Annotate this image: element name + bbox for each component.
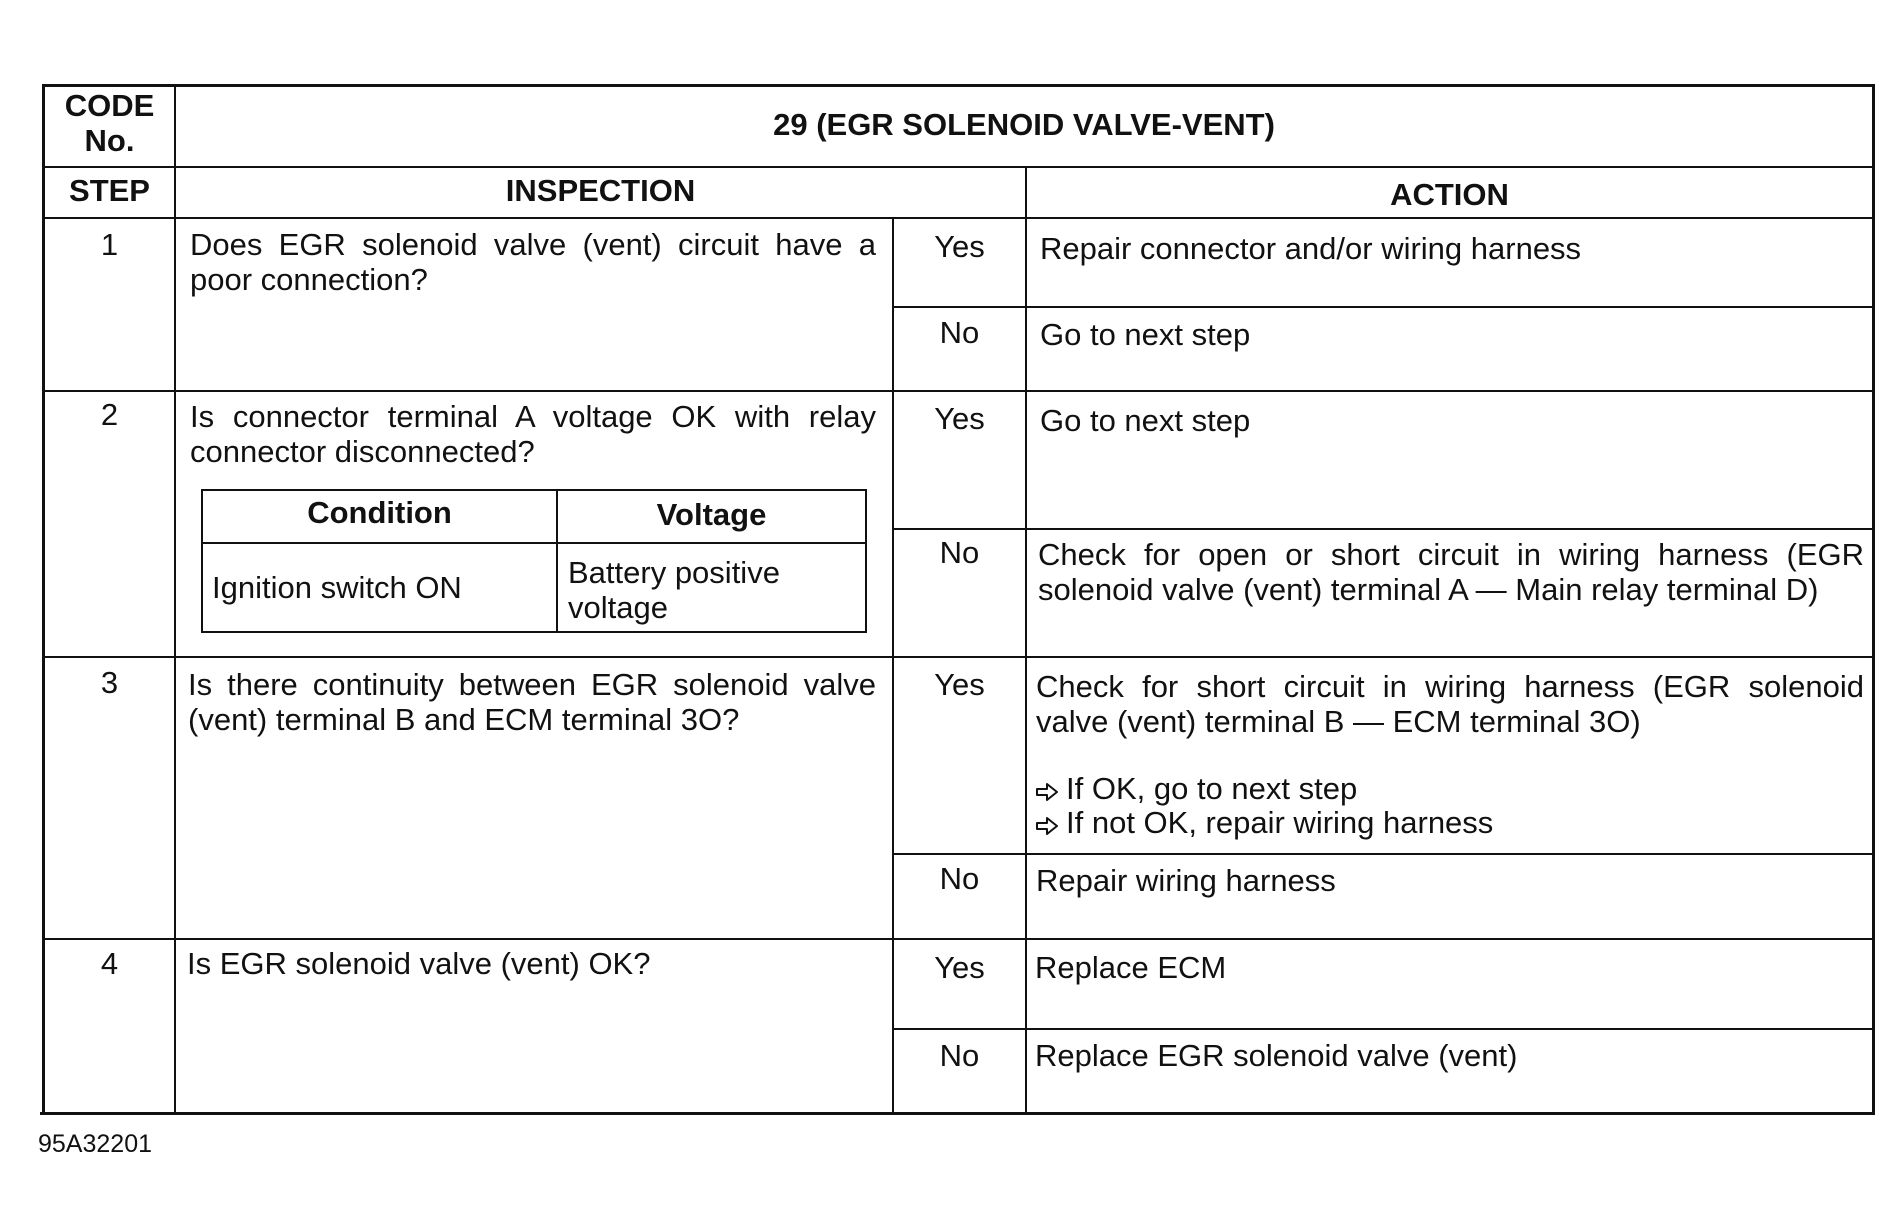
yes-no-divider-step-3 [892, 853, 1875, 855]
no-action-text: Check for open or short circuit in wiring harness (EGR solenoid valve (vent) terminal A — Main relay terminal D) [1038, 537, 1864, 607]
subtable-header-voltage: Voltage [656, 497, 767, 532]
arrow-right-outline-icon [1036, 805, 1066, 840]
yes-action-text: Repair connector and/or wiring harness [1040, 231, 1582, 266]
yes-action-text: Check for short circuit in wiring harness (EGR solenoid valve (vent) terminal B — ECM terminal 3O) [1036, 669, 1864, 739]
subtable-voltage-line1: Battery positive [568, 555, 780, 590]
yes-action-bullet [1036, 805, 1864, 840]
table-border-bottom [40, 1112, 1875, 1115]
column-header-divider [42, 217, 1875, 219]
action-column-header: ACTION [1390, 177, 1509, 212]
inspection-action-divider [1025, 166, 1027, 1115]
step-number: 2 [100, 397, 119, 432]
inspection-column-header: INSPECTION [505, 173, 696, 208]
inspection-text: Is there continuity between EGR solenoid valve (vent) terminal B and ECM terminal 3O? [188, 667, 876, 737]
subtable-voltage-value [568, 555, 863, 625]
code-label-line2: No. [84, 123, 135, 158]
subtable-border-top [201, 489, 867, 491]
yes-label: Yes [934, 667, 985, 702]
subtable-border-bottom [201, 631, 867, 633]
yes-action-text: Go to next step [1040, 403, 1251, 438]
step-column-divider [174, 84, 176, 1115]
no-action-text: Replace EGR solenoid valve (vent) [1035, 1038, 1518, 1073]
yes-no-divider-step-1 [892, 306, 1875, 308]
no-action-text: Go to next step [1040, 317, 1251, 352]
code-label-line1: CODE [64, 88, 155, 123]
subtable-voltage-line2: voltage [568, 590, 668, 625]
subtable-border-right [865, 489, 867, 633]
inspection-text: Is EGR solenoid valve (vent) OK? [187, 946, 651, 981]
header-divider [42, 166, 1875, 168]
table-border-right [1872, 84, 1875, 1115]
subtable-header-divider [201, 542, 867, 544]
inspection-text: Does EGR solenoid valve (vent) circuit have a poor connection? [190, 227, 876, 297]
yes-action-bullet [1036, 771, 1864, 806]
step-number: 3 [100, 665, 119, 700]
code-title: 29 (EGR SOLENOID VALVE-VENT) [773, 107, 1275, 142]
no-label: No [939, 535, 980, 570]
yes-label: Yes [934, 950, 985, 985]
yes-label: Yes [934, 229, 985, 264]
arrow-right-outline-icon [1036, 771, 1066, 806]
step-number: 1 [100, 227, 119, 262]
no-label: No [939, 1038, 980, 1073]
yes-action-bullet-text: If not OK, repair wiring harness [1066, 805, 1494, 840]
table-border-top [45, 84, 1875, 87]
row-divider-step-4 [42, 938, 1875, 940]
step-column-header: STEP [69, 173, 150, 208]
row-divider-step-3 [42, 656, 1875, 658]
yes-action-bullet-text: If OK, go to next step [1066, 771, 1358, 806]
code-label [45, 88, 174, 158]
yes-no-divider-step-2 [892, 528, 1875, 530]
row-divider-step-2 [42, 390, 1875, 392]
no-label: No [939, 861, 980, 896]
no-label: No [939, 315, 980, 350]
yes-label: Yes [934, 401, 985, 436]
yes-no-divider-step-4 [892, 1028, 1875, 1030]
figure-reference: 95A32201 [38, 1130, 153, 1158]
inspection-text: Is connector terminal A voltage OK with relay connector disconnected? [190, 399, 876, 469]
yes-action-text: Replace ECM [1035, 950, 1227, 985]
step-number: 4 [100, 946, 119, 981]
subtable-condition-value: Ignition switch ON [212, 570, 462, 605]
subtable-header-condition: Condition [307, 495, 452, 530]
no-action-text: Repair wiring harness [1036, 863, 1336, 898]
